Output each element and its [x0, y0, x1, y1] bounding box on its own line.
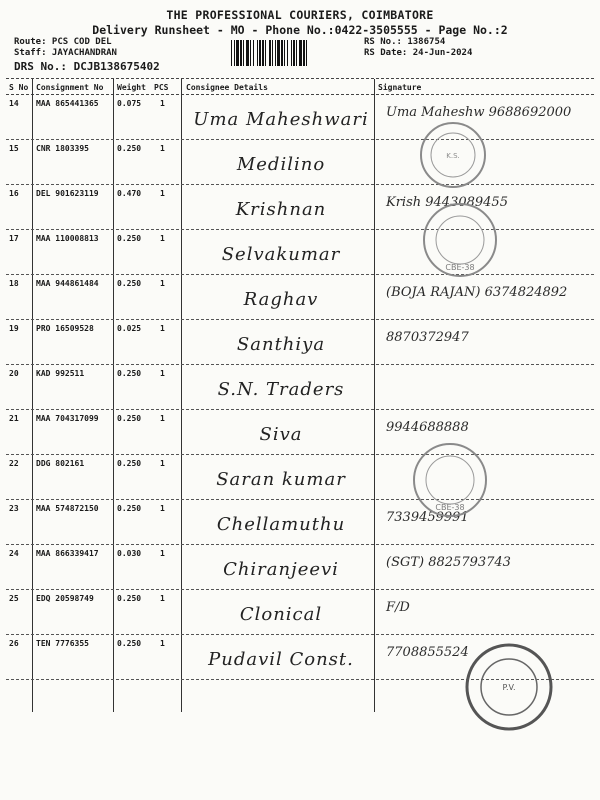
- staff-text: Staff: JAYACHANDRAN: [14, 48, 117, 58]
- row-pcs: 1: [160, 189, 165, 198]
- row-sno: 18: [9, 279, 19, 288]
- row-signature: F/D: [386, 600, 410, 615]
- route-text: Route: PCS COD DEL: [14, 37, 112, 47]
- row-signature: 9944688888: [386, 420, 469, 435]
- row-consignment: MAA 944861484: [36, 279, 99, 288]
- row-sno: 14: [9, 99, 19, 108]
- row-consignee: Siva: [259, 424, 303, 445]
- table-row: [6, 410, 594, 455]
- row-consignment: KAD 992511: [36, 369, 85, 378]
- row-consignment: MAA 574872150: [36, 504, 99, 513]
- row-weight: 0.250: [117, 504, 142, 513]
- row-sno: 26: [9, 639, 19, 648]
- row-pcs: 1: [160, 234, 165, 243]
- row-consignee: Pudavil Const.: [208, 649, 354, 670]
- table-row: [6, 275, 594, 320]
- row-signature: Uma Maheshw 9688692000: [386, 105, 572, 120]
- table-row: [6, 185, 594, 230]
- barcode-image: [231, 40, 358, 66]
- row-pcs: 1: [160, 99, 165, 108]
- row-signature: 7339459991: [386, 510, 469, 525]
- row-signature: Krish 9443089455: [386, 195, 508, 210]
- row-pcs: 1: [160, 459, 165, 468]
- row-sno: 17: [9, 234, 19, 243]
- row-sno: 23: [9, 504, 19, 513]
- row-sno: 25: [9, 594, 19, 603]
- table-row: [6, 320, 594, 365]
- row-weight: 0.250: [117, 594, 142, 603]
- agency-stamp-seal: [418, 120, 488, 190]
- col-sno: S No: [9, 83, 29, 92]
- svg-text:K.S.: K.S.: [446, 152, 460, 160]
- row-consignment: MAA 866339417: [36, 549, 99, 558]
- header-left-block: [14, 37, 160, 72]
- row-consignee: Krishnan: [235, 199, 327, 220]
- row-weight: 0.250: [117, 459, 142, 468]
- row-consignment: DEL 901623119: [36, 189, 99, 198]
- col-consignment: Consignment No: [36, 83, 104, 92]
- row-consignee: S.N. Traders: [217, 379, 345, 400]
- row-weight: 0.075: [117, 99, 142, 108]
- row-pcs: 1: [160, 369, 165, 378]
- row-sno: 22: [9, 459, 19, 468]
- table-row: [6, 365, 594, 410]
- svg-text:CBE-38: CBE-38: [445, 263, 475, 272]
- row-sno: 21: [9, 414, 19, 423]
- row-pcs: 1: [160, 144, 165, 153]
- row-weight: 0.250: [117, 234, 142, 243]
- row-consignee: Raghav: [243, 289, 319, 310]
- rs-number: RS No.: 1386754: [364, 37, 446, 47]
- row-consignee: Selvakumar: [221, 244, 341, 265]
- row-consignee: Medilino: [236, 154, 326, 175]
- table-row: [6, 455, 594, 500]
- row-consignment: MAA 110008813: [36, 234, 99, 243]
- row-sno: 24: [9, 549, 19, 558]
- row-weight: 0.030: [117, 549, 142, 558]
- row-consignment: TEN 7776355: [36, 639, 89, 648]
- col-pcs: PCS: [154, 83, 169, 92]
- row-consignee: Saran kumar: [216, 469, 346, 490]
- svg-text:CBE-38: CBE-38: [435, 503, 465, 512]
- row-weight: 0.250: [117, 144, 142, 153]
- table-row: [6, 95, 594, 140]
- rs-date: RS Date: 24-Jun-2024: [364, 48, 473, 58]
- row-consignment: PRO 16509528: [36, 324, 94, 333]
- row-consignee: Chellamuthu: [216, 514, 346, 535]
- row-sno: 15: [9, 144, 19, 153]
- agency-stamp-seal: [410, 440, 490, 520]
- row-weight: 0.470: [117, 189, 142, 198]
- row-consignment: CNR 1803395: [36, 144, 89, 153]
- row-weight: 0.025: [117, 324, 142, 333]
- col-signature: Signature: [378, 83, 422, 92]
- row-signature: (BOJA RAJAN) 6374824892: [386, 285, 568, 300]
- row-weight: 0.250: [117, 279, 142, 288]
- row-sno: 19: [9, 324, 19, 333]
- svg-text:P.V.: P.V.: [502, 683, 516, 692]
- row-pcs: 1: [160, 594, 165, 603]
- row-pcs: 1: [160, 504, 165, 513]
- row-weight: 0.250: [117, 414, 142, 423]
- row-pcs: 1: [160, 324, 165, 333]
- row-signature: (SGT) 8825793743: [386, 555, 511, 570]
- row-consignee: Clonical: [239, 604, 323, 625]
- row-signature: 7708855524: [386, 645, 469, 660]
- row-sno: 16: [9, 189, 19, 198]
- row-pcs: 1: [160, 639, 165, 648]
- col-weight: Weight: [117, 83, 146, 92]
- row-signature: 8870372947: [386, 330, 469, 345]
- row-consignee: Santhiya: [236, 334, 326, 355]
- document-title: THE PROFESSIONAL COURIERS, COIMBATORE: [166, 8, 434, 22]
- table-row: [6, 140, 594, 185]
- row-pcs: 1: [160, 414, 165, 423]
- runsheet-subtitle: Delivery Runsheet - MO - Phone No.:0422-3505555 - Page No.:2: [92, 23, 508, 37]
- construction-stamp-seal: [464, 642, 554, 732]
- table-row: [6, 590, 594, 635]
- row-sno: 20: [9, 369, 19, 378]
- row-consignee: Chiranjeevi: [223, 559, 339, 580]
- row-weight: 0.250: [117, 369, 142, 378]
- drs-number: DRS No.: DCJB138675402: [14, 60, 160, 73]
- table-row: [6, 545, 594, 590]
- row-consignee: Uma Maheshwari: [193, 109, 369, 130]
- table-row: [6, 500, 594, 545]
- col-consignee: Consignee Details: [186, 83, 268, 92]
- header-rule: [6, 78, 594, 79]
- row-pcs: 1: [160, 279, 165, 288]
- row-weight: 0.250: [117, 639, 142, 648]
- row-consignment: MAA 865441365: [36, 99, 99, 108]
- row-pcs: 1: [160, 549, 165, 558]
- header-right-block: [364, 37, 472, 59]
- row-consignment: EDQ 20598749: [36, 594, 94, 603]
- agency-stamp-seal: [420, 200, 500, 280]
- table-row: [6, 230, 594, 275]
- row-consignment: DDG 802161: [36, 459, 85, 468]
- row-consignment: MAA 704317099: [36, 414, 99, 423]
